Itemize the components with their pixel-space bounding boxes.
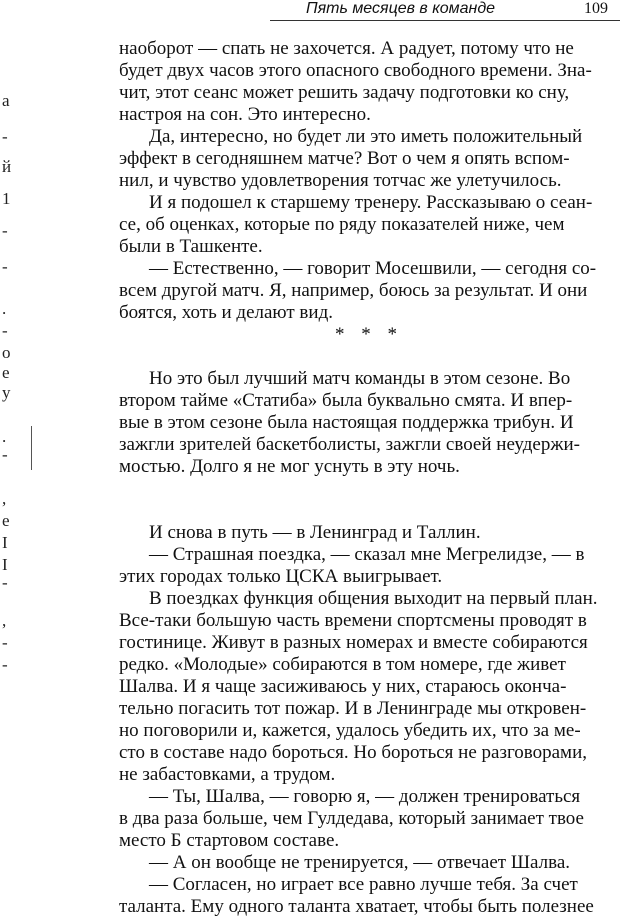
text-line: нил, и чувство удовлетворения тотчас же улетучилось.	[119, 170, 562, 191]
gutter-glyph: ,	[2, 611, 7, 630]
gutter-glyph: -	[2, 127, 8, 146]
text-line: наоборот — спать не захочется. А радует, потому что не	[119, 38, 574, 59]
text-line: Но это был лучший матч команды в этом сезоне. Во	[149, 368, 571, 389]
text-line: — Ты, Шалва, — говорю я, — должен тренироваться	[149, 786, 581, 807]
gutter-glyph: -	[2, 321, 8, 340]
gutter-glyph: I	[2, 555, 8, 574]
margin-mark	[31, 426, 32, 470]
text-line: вые в этом сезоне была настоящая поддержка трибун. И	[119, 412, 574, 433]
text-line: сто в составе надо бороться. Но бороться не разговорами,	[119, 742, 587, 763]
paragraph-gap	[119, 346, 619, 368]
section-separator: * * *	[335, 324, 403, 345]
gutter-glyph: -	[2, 573, 8, 592]
previous-page-edge	[0, 0, 16, 848]
paragraph-gap	[119, 478, 619, 500]
gutter-glyph: a	[2, 91, 10, 110]
gutter-glyph: й	[2, 157, 12, 176]
text-line: — Естественно, — говорит Мосешвили, — сегодня со-	[149, 258, 597, 279]
text-line: в два раза больше, чем Гулдедава, который занимает твое	[119, 808, 584, 829]
text-line: Шалва. И я чаще засиживаюсь у них, стараюсь оконча-	[119, 676, 567, 697]
gutter-glyph: -	[2, 655, 8, 674]
gutter-glyph: I	[2, 533, 8, 552]
text-line: И я подошел к старшему тренеру. Рассказываю о сеан-	[149, 192, 593, 213]
text-line: были в Ташкенте.	[119, 236, 263, 257]
gutter-glyph: -	[2, 445, 8, 464]
paragraph-gap	[119, 500, 619, 522]
text-line: зажгли зрителей баскетболисты, зажгли своей неудержи-	[119, 434, 580, 455]
text-line: И снова в путь — в Ленинград и Таллин.	[149, 522, 481, 543]
text-line: но поговорили и, кажется, удалось убедить их, что за ме-	[119, 720, 581, 741]
gutter-glyph: ,	[2, 489, 7, 508]
header-title: Пять месяцев в команде	[306, 0, 496, 17]
page-number: 109	[584, 0, 608, 17]
text-line: втором тайме «Статиба» была буквально смята. И впер-	[119, 390, 573, 411]
gutter-glyph: -	[2, 257, 8, 276]
text-line: гостинице. Живут в разных номерах и вместе собираются	[119, 632, 588, 653]
text-line: мостью. Долго я не мог уснуть в эту ночь.	[119, 456, 460, 477]
gutter-glyph: о	[2, 343, 11, 362]
running-header	[270, 0, 620, 24]
gutter-glyph: у	[2, 383, 11, 402]
gutter-glyph: .	[2, 299, 7, 318]
text-line: се, об оценках, которые по ряду показателей ниже, чем	[119, 214, 565, 235]
gutter-glyph: .	[2, 427, 7, 446]
text-line: — А он вообще не тренируется, — отвечает Шалва.	[149, 852, 571, 873]
text-line: — Согласен, но играет все равно лучше тебя. За счет	[149, 874, 578, 895]
text-line: таланта. Ему одного таланта хватает, чтобы быть полезнее	[119, 896, 594, 917]
text-line: всем другой матч. Я, например, боюсь за результат. И они	[119, 280, 588, 301]
text-line: Все-таки большую часть времени спортсмены проводят в	[119, 610, 587, 631]
gutter-glyph: е	[2, 363, 10, 382]
gutter-glyph: е	[2, 511, 10, 530]
text-line: В поездках функция общения выходит на первый план.	[149, 588, 598, 609]
text-line: редко. «Молодые» собираются в том номере, где живет	[119, 654, 566, 675]
gutter-glyph: 1	[2, 189, 11, 208]
text-line: Да, интересно, но будет ли это иметь положительный	[149, 126, 583, 147]
gutter-glyph: -	[2, 221, 8, 240]
text-line: место Б стартовом составе.	[119, 830, 340, 851]
text-line: эффект в сегодняшнем матче? Вот о чем я опять вспом-	[119, 148, 570, 169]
text-line: не забастовками, а трудом.	[119, 764, 336, 785]
text-line: этих городах только ЦСКА выигрывает.	[119, 566, 443, 587]
text-line: настроя на сон. Это интересно.	[119, 104, 371, 125]
text-line: боятся, хоть и делают вид.	[119, 302, 333, 323]
gutter-glyph: -	[2, 633, 8, 652]
page-body	[119, 38, 619, 918]
text-line: чит, этот сеанс может решить задачу подготовки ко сну,	[119, 82, 570, 103]
text-line: будет двух часов этого опасного свободного времени. Зна-	[119, 60, 592, 81]
text-line: — Страшная поездка, — сказал мне Мегрелидзе, — в	[149, 544, 585, 565]
header-rule	[270, 20, 620, 21]
text-line: тельно погасить тот пожар. И в Ленинграде мы откровен-	[119, 698, 587, 719]
